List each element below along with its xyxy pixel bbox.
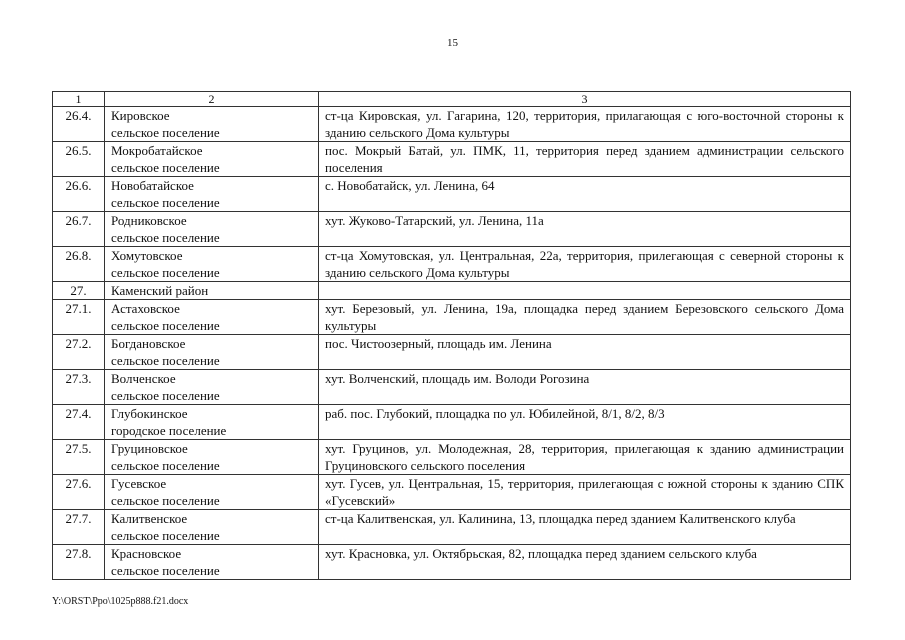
row-settlement-name: Богдановское сельское поселение (105, 335, 319, 370)
row-number: 27.6. (53, 475, 105, 510)
row-number: 26.6. (53, 177, 105, 212)
table-header-row (53, 92, 851, 107)
row-number: 27.7. (53, 510, 105, 545)
row-number: 27.5. (53, 440, 105, 475)
table-row (53, 370, 851, 405)
row-address: ст-ца Хомутовская, ул. Центральная, 22а, территория, прилегающая с северной стороны к зданию сельского Дома культуры (319, 247, 851, 282)
row-number: 27.3. (53, 370, 105, 405)
row-settlement-name: Астаховское сельское поселение (105, 300, 319, 335)
row-address: раб. пос. Глубокий, площадка по ул. Юбилейной, 8/1, 8/2, 8/3 (319, 405, 851, 440)
row-settlement-name: Калитвенское сельское поселение (105, 510, 319, 545)
table-row (53, 440, 851, 475)
file-path-footer: Y:\ORST\Ppo\1025p888.f21.docx (52, 596, 189, 607)
row-number: 27.1. (53, 300, 105, 335)
table-row (53, 475, 851, 510)
row-address: пос. Чистоозерный, площадь им. Ленина (319, 335, 851, 370)
row-address: с. Новобатайск, ул. Ленина, 64 (319, 177, 851, 212)
row-settlement-name: Волченское сельское поселение (105, 370, 319, 405)
row-address: хут. Березовый, ул. Ленина, 19а, площадка перед зданием Березовского сельского Дома культуры (319, 300, 851, 335)
table-row (53, 212, 851, 247)
table-row (53, 405, 851, 440)
row-settlement-name: Глубокинское городское поселение (105, 405, 319, 440)
row-number: 26.8. (53, 247, 105, 282)
table-row (53, 545, 851, 580)
row-address: ст-ца Калитвенская, ул. Калинина, 13, площадка перед зданием Калитвенского клуба (319, 510, 851, 545)
table-row (53, 335, 851, 370)
row-address: хут. Жуково-Татарский, ул. Ленина, 11а (319, 212, 851, 247)
table-row (53, 282, 851, 300)
row-address (319, 282, 851, 300)
row-settlement-name: Новобатайское сельское поселение (105, 177, 319, 212)
row-number: 26.5. (53, 142, 105, 177)
row-settlement-name: Груциновское сельское поселение (105, 440, 319, 475)
row-number: 27.8. (53, 545, 105, 580)
row-address: хут. Гусев, ул. Центральная, 15, территория, прилегающая с южной стороны к зданию СПК «Гусевский» (319, 475, 851, 510)
row-address: пос. Мокрый Батай, ул. ПМК, 11, территория перед зданием администрации сельского поселения (319, 142, 851, 177)
header-col-3: 3 (319, 92, 851, 107)
table-row (53, 247, 851, 282)
table-row (53, 300, 851, 335)
row-number: 26.4. (53, 107, 105, 142)
row-number: 27. (53, 282, 105, 300)
table-row (53, 142, 851, 177)
page-number: 15 (447, 37, 458, 49)
table-row (53, 510, 851, 545)
row-settlement-name: Красновское сельское поселение (105, 545, 319, 580)
row-address: ст-ца Кировская, ул. Гагарина, 120, территория, прилагающая с юго-восточной стороны к зданию сельского Дома культуры (319, 107, 851, 142)
row-number: 27.4. (53, 405, 105, 440)
row-settlement-name: Гусевское сельское поселение (105, 475, 319, 510)
locations-table (52, 91, 851, 580)
table-row (53, 177, 851, 212)
row-address: хут. Груцинов, ул. Молодежная, 28, территория, прилегающая к зданию администрации Груциновского сельского поселения (319, 440, 851, 475)
row-settlement-name: Хомутовское сельское поселение (105, 247, 319, 282)
header-col-1: 1 (53, 92, 105, 107)
row-settlement-name: Родниковское сельское поселение (105, 212, 319, 247)
row-settlement-name: Кировское сельское поселение (105, 107, 319, 142)
row-address: хут. Красновка, ул. Октябрьская, 82, площадка перед зданием сельского клуба (319, 545, 851, 580)
row-address: хут. Волченский, площадь им. Володи Рогозина (319, 370, 851, 405)
header-col-2: 2 (105, 92, 319, 107)
row-settlement-name: Каменский район (105, 282, 319, 300)
row-settlement-name: Мокробатайское сельское поселение (105, 142, 319, 177)
row-number: 27.2. (53, 335, 105, 370)
table-row (53, 107, 851, 142)
row-number: 26.7. (53, 212, 105, 247)
